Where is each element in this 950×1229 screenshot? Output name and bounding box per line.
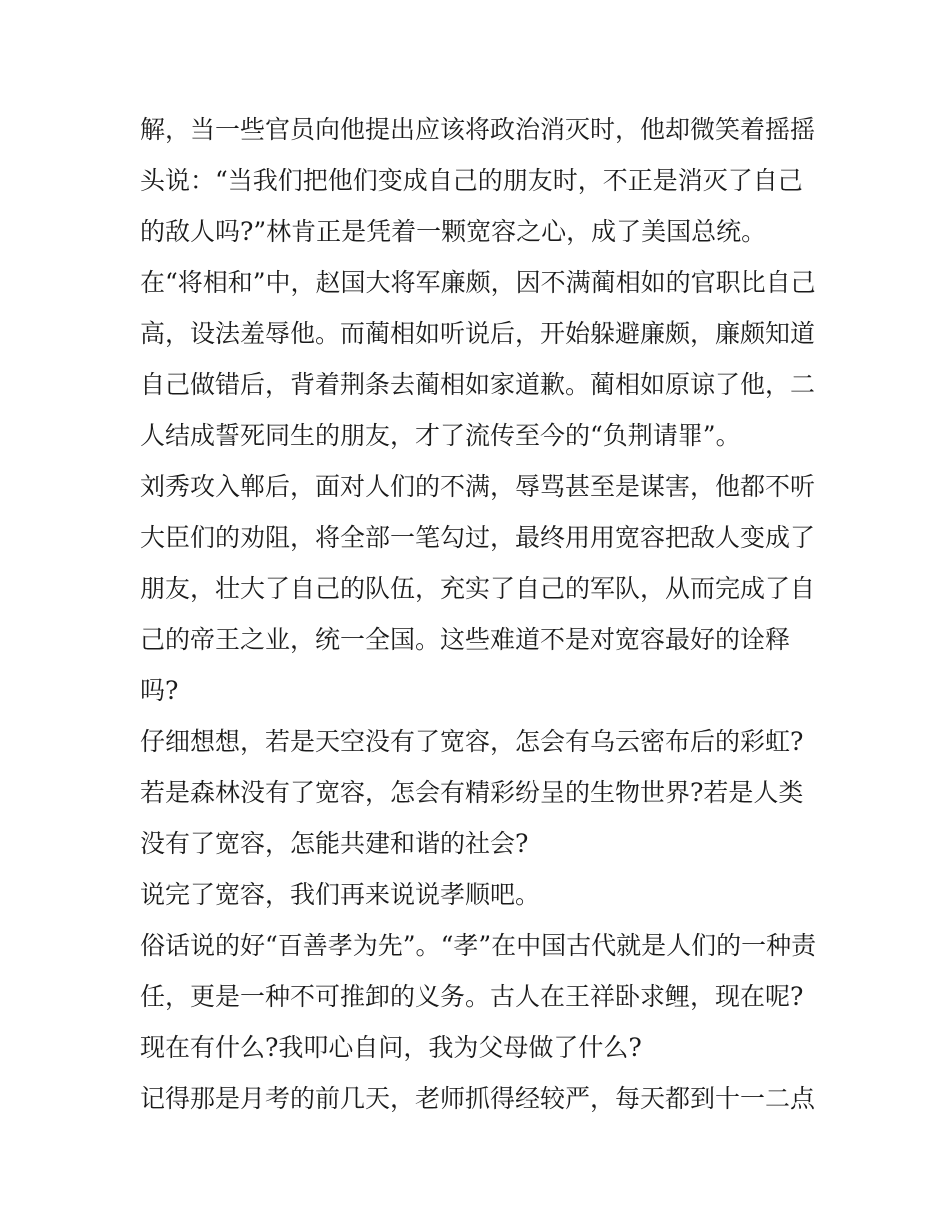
text-line: 吗? — [140, 676, 179, 705]
text-line: 高，设法羞辱他。而蔺相如听说后，开始躲避廉颇，廉颇知道 — [140, 319, 816, 348]
text-line: 俗话说的好“百善孝为先”。“孝”在中国古代就是人们的一种责 — [140, 931, 817, 960]
text-line: 任，更是一种不可推卸的义务。古人在王祥卧求鲤，现在呢? — [140, 982, 804, 1011]
body-text — [140, 104, 820, 1124]
text-line: 人结成誓死同生的朋友，才了流传至今的“负荆请罪”。 — [140, 421, 741, 450]
text-line: 记得那是月考的前几天，老师抓得经较严，每天都到十一二点 — [140, 1084, 816, 1113]
text-line: 说完了宽容，我们再来说说孝顺吧。 — [140, 880, 541, 909]
text-line: 的敌人吗?”林肯正是凭着一颗宽容之心，成了美国总统。 — [140, 217, 767, 246]
text-line: 没有了宽容，怎能共建和谐的社会? — [140, 829, 529, 858]
text-line: 头说：“当我们把他们变成自己的朋友时，不正是消灭了自己 — [140, 166, 803, 195]
text-line: 己的帝王之业，统一全国。这些难道不是对宽容最好的诠释 — [140, 625, 791, 654]
text-line: 若是森林没有了宽容，怎会有精彩纷呈的生物世界?若是人类 — [140, 778, 804, 807]
text-line: 刘秀攻入郸后，面对人们的不满，辱骂甚至是谋害，他都不听 — [140, 472, 816, 501]
text-line: 在“将相和”中，赵国大将军廉颇，因不满蔺相如的官职比自己 — [140, 268, 816, 297]
text-line: 朋友，壮大了自己的队伍，充实了自己的军队，从而完成了自 — [140, 574, 816, 603]
text-line: 现在有什么?我叩心自问，我为父母做了什么? — [140, 1033, 642, 1062]
text-line: 自己做错后，背着荆条去蔺相如家道歉。蔺相如原谅了他，二 — [140, 370, 816, 399]
text-line: 解，当一些官员向他提出应该将政治消灭时，他却微笑着摇摇 — [140, 115, 816, 144]
text-line: 大臣们的劝阻，将全部一笔勾过，最终用用宽容把敌人变成了 — [140, 523, 816, 552]
text-line: 仔细想想，若是天空没有了宽容，怎会有乌云密布后的彩虹? — [140, 727, 804, 756]
